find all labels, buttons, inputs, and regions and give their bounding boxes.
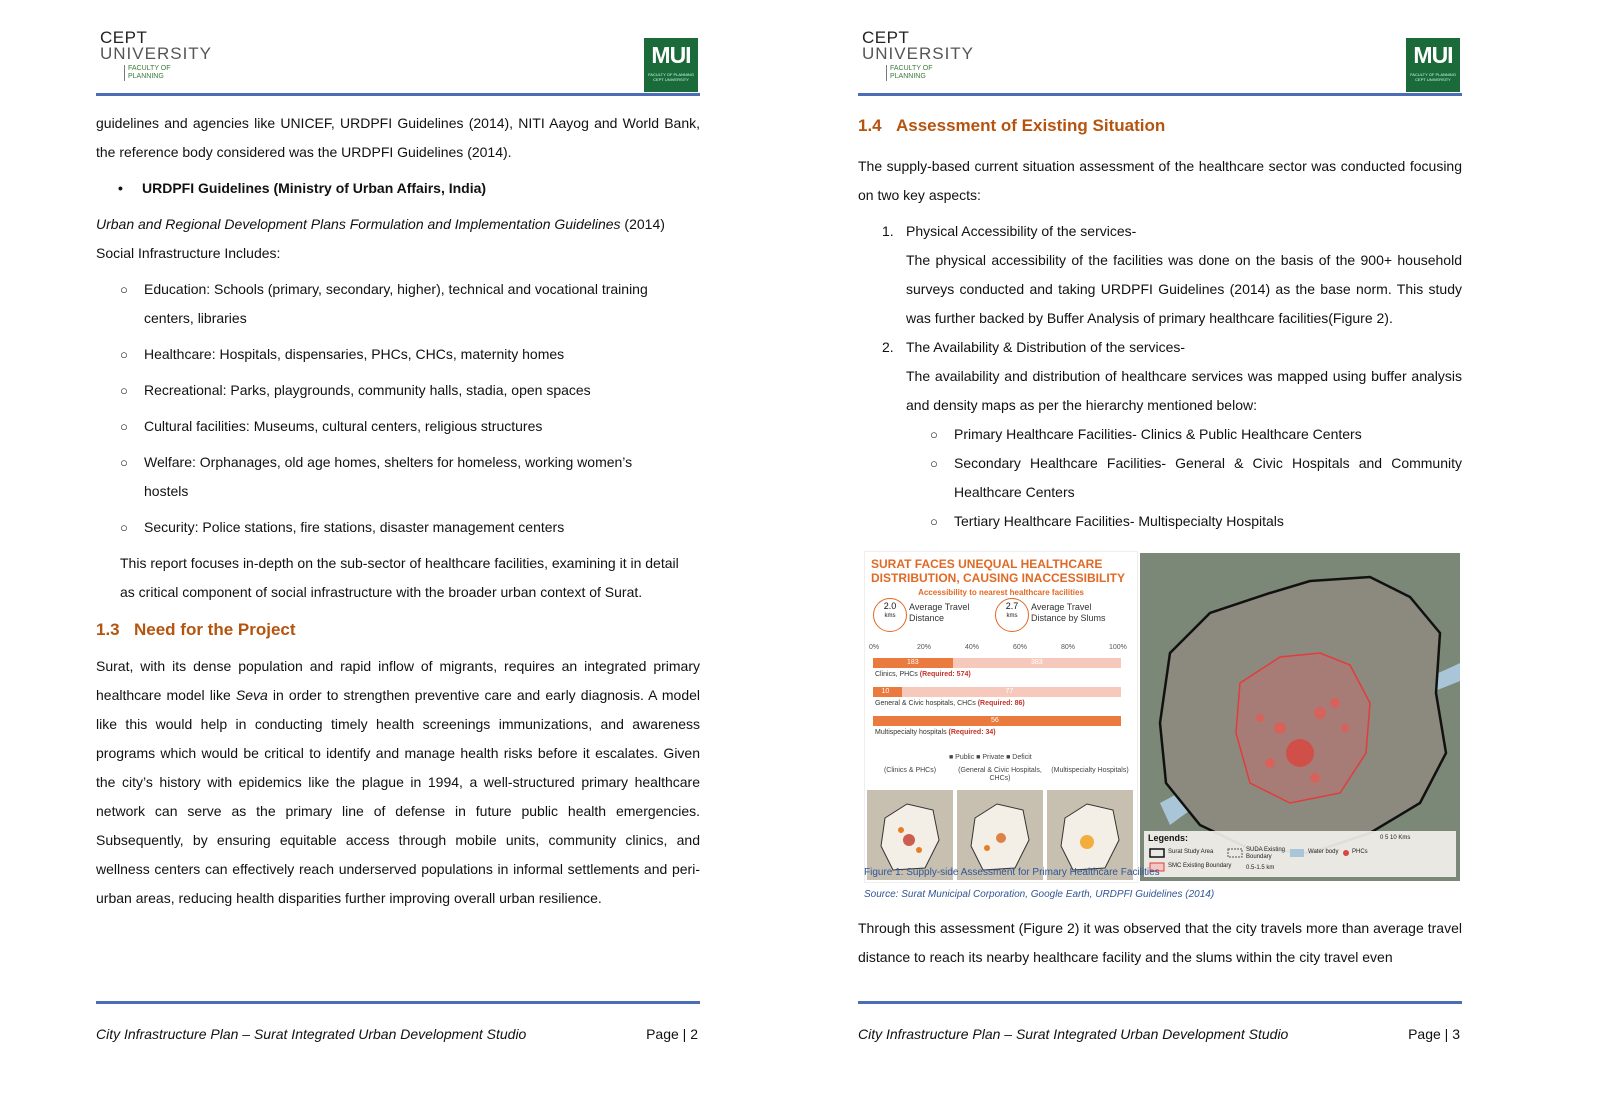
mui-logo-subtext: FACULTY OF PLANNING CEPT UNIVERSITY xyxy=(648,72,694,82)
numbered-item-1 xyxy=(858,217,1462,333)
stat-label-2: Average Travel Distance by Slums xyxy=(1031,602,1106,623)
need-seva: Seva xyxy=(235,687,268,703)
cept-university-logo xyxy=(862,28,975,82)
heading-text: Assessment of Existing Situation xyxy=(896,116,1166,135)
footer-rule xyxy=(858,1001,1462,1004)
page-number: Page | 2 xyxy=(646,1026,698,1042)
circle-bullet-icon: ○ xyxy=(120,455,128,470)
circle-bullet-icon: ○ xyxy=(120,282,128,297)
footer xyxy=(96,1026,700,1042)
urdpfi-year: (2014) xyxy=(620,216,665,232)
intro-paragraph: guidelines and agencies like UNICEF, URDPFI Guidelines (2014), NITI Aayog and World Bank, the reference body considered was the URDPFI Guidelines (2014). xyxy=(96,115,700,160)
logo-faculty-text: FACULTY OF PLANNING xyxy=(886,65,950,81)
numbered-item-2 xyxy=(858,333,1462,536)
footer xyxy=(858,1026,1462,1042)
header-rule xyxy=(858,93,1462,96)
stat-unit: kms xyxy=(884,613,896,619)
logo-university-text: UNIVERSITY xyxy=(862,44,975,63)
axis-tick: 20% xyxy=(917,644,932,651)
item-title: The Availability & Distribution of the services- xyxy=(906,339,1186,355)
stat-label-1: Average Travel Distance xyxy=(909,602,970,623)
mini-map-label-3: (Multispecialty Hospitals) xyxy=(1051,767,1129,774)
list-item xyxy=(906,420,1462,449)
page-3 xyxy=(858,0,1462,1119)
stat-circle-2 xyxy=(995,598,1029,632)
bar-public-value: 10 xyxy=(881,688,890,695)
circle-bullet-icon: ○ xyxy=(930,456,938,471)
section-heading-1-4 xyxy=(858,116,1165,136)
bar-public-value: 56 xyxy=(991,717,999,724)
list-item xyxy=(906,507,1462,536)
mui-logo-text: MUI xyxy=(1413,42,1453,68)
bar-public-value: 183 xyxy=(907,659,919,666)
axis-tick: 60% xyxy=(1013,644,1028,651)
map-legend-suda: SUDA Existing Boundary xyxy=(1246,847,1286,860)
bar-label-text: Clinics, PHCs xyxy=(875,671,920,678)
bar-row xyxy=(873,687,1121,697)
logo-faculty-text: FACULTY OF PLANNING xyxy=(124,65,188,81)
bar-required-text: (Required: 86) xyxy=(977,700,1025,707)
bar-private-value: 383 xyxy=(1031,659,1043,666)
list-item xyxy=(96,376,700,405)
bar-row xyxy=(873,716,1121,726)
list-item-text: Security: Police stations, fire stations, disaster management centers xyxy=(144,519,565,535)
page-number: Page | 3 xyxy=(1408,1026,1460,1042)
assessment-intro: The supply-based current situation assessment of the healthcare sector was conducted focusing on two key aspects: xyxy=(858,158,1462,203)
item-body: The availability and distribution of healthcare services was mapped using buffer analysis and density maps as per the hierarchy mentioned below: xyxy=(906,368,1462,413)
stat-value: 2.0 xyxy=(883,601,897,611)
mini-map-label-1: (Clinics & PHCs) xyxy=(883,767,937,774)
mui-logo-text: MUI xyxy=(651,42,691,68)
section-heading-1-3 xyxy=(96,615,700,644)
logo-cept-text: CEPT xyxy=(100,28,148,47)
page-2 xyxy=(96,0,700,1119)
list-item-text: Education: Schools (primary, secondary, higher), technical and vocational training centers, libraries xyxy=(144,281,648,326)
footer-rule xyxy=(96,1001,700,1004)
page-2-body xyxy=(96,109,700,913)
list-item-text: Cultural facilities: Museums, cultural centers, religious structures xyxy=(144,418,543,434)
map-scale: 0 5 10 Kms xyxy=(1380,835,1411,841)
urdpfi-title xyxy=(96,210,700,239)
bar-required-text: (Required: 34) xyxy=(948,729,996,736)
map-legend-study-area: Surat Study Area xyxy=(1168,849,1214,855)
logo-university-text: UNIVERSITY xyxy=(100,44,213,63)
heading-number: 1.4 xyxy=(858,116,882,135)
list-item xyxy=(906,449,1462,507)
hierarchy-list xyxy=(906,420,1462,536)
figure-caption: Figure 1: Supply-side Assessment for Primary Healthcare Facilities xyxy=(864,867,1160,878)
item-number: 2. xyxy=(882,339,894,355)
infographic-title: SURAT FACES UNEQUAL HEALTHCARE DISTRIBUTION, CAUSING INACCESSIBILITY xyxy=(871,557,1126,585)
surat-map-graphic xyxy=(1140,553,1460,881)
outro xyxy=(858,914,1462,972)
header-rule xyxy=(96,93,700,96)
surat-buffer-map xyxy=(1140,553,1460,881)
axis-tick: 0% xyxy=(869,644,880,651)
circle-bullet-icon: ○ xyxy=(120,520,128,535)
list-item-text: Welfare: Orphanages, old age homes, shelters for homeless, working women’s hostels xyxy=(144,454,633,499)
map-legend-phcs: PHCs xyxy=(1352,849,1368,855)
circle-bullet-icon: ○ xyxy=(930,427,938,442)
cept-university-logo xyxy=(100,28,213,82)
footer-title: City Infrastructure Plan – Surat Integrated Urban Development Studio xyxy=(858,1026,1289,1042)
item-title: Physical Accessibility of the services- xyxy=(906,223,1137,239)
mini-map-label-2: (General & Civic Hospitals, CHCs) xyxy=(958,767,1042,782)
circle-bullet-icon: ○ xyxy=(930,514,938,529)
list-item-text: Healthcare: Hospitals, dispensaries, PHCs, CHCs, maternity homes xyxy=(144,346,565,362)
infographic-subtitle: Accessibility to nearest healthcare facilities xyxy=(918,588,1084,597)
list-item xyxy=(96,448,700,506)
axis-tick: 40% xyxy=(965,644,980,651)
heading-number: 1.3 xyxy=(96,620,120,639)
map-legend-title: Legends: xyxy=(1148,833,1189,843)
bar-private-value: 77 xyxy=(1005,688,1014,695)
stat-circle-1 xyxy=(873,598,907,632)
social-infra-list xyxy=(96,275,700,542)
heading-text: Need for the Project xyxy=(134,620,296,639)
social-infra-label: Social Infrastructure Includes: xyxy=(96,245,281,261)
bar-required-text: (Required: 574) xyxy=(919,671,971,678)
map-legend-smc: SMC Existing Boundary xyxy=(1168,863,1232,869)
bar-row xyxy=(873,658,1121,668)
bullet-item xyxy=(96,174,700,210)
axis-tick: 100% xyxy=(1109,644,1127,651)
page-3-body xyxy=(858,152,1462,536)
list-item-text: Primary Healthcare Facilities- Clinics & Public Healthcare Centers xyxy=(954,426,1362,442)
figure-healthcare-assessment xyxy=(864,551,1460,881)
bullet-urdpfi: URDPFI Guidelines (Ministry of Urban Affairs, India) xyxy=(142,180,487,196)
mui-logo xyxy=(1406,38,1460,92)
bar-label xyxy=(875,671,971,678)
axis-tick: 80% xyxy=(1061,644,1076,651)
mui-logo xyxy=(644,38,698,92)
need-text-a: Surat, with its dense population and rapid inflow of migrants, requires an integrated primary healthcare model like xyxy=(96,658,700,703)
bar-label-text: General & Civic hospitals, CHCs xyxy=(875,700,978,707)
list-item-text: Recreational: Parks, playgrounds, community halls, stadia, open spaces xyxy=(144,382,591,398)
figure-source: Source: Surat Municipal Corporation, Google Earth, URDPFI Guidelines (2014) xyxy=(864,889,1215,900)
need-paragraph xyxy=(96,652,700,913)
urdpfi-title-italic: Urban and Regional Development Plans Formulation and Implementation Guidelines xyxy=(96,216,621,232)
list-item xyxy=(96,412,700,441)
bar-label-text: Multispecialty hospitals xyxy=(875,729,949,736)
focus-paragraph: This report focuses in-depth on the sub-sector of healthcare facilities, examining it in detail as critical component of social infrastructure with the broader urban context of Surat. xyxy=(120,555,679,600)
list-item xyxy=(96,275,700,333)
bullet-dot: • xyxy=(118,180,123,196)
footer-title: City Infrastructure Plan – Surat Integrated Urban Development Studio xyxy=(96,1026,527,1042)
map-legend-water: Water body xyxy=(1308,849,1339,855)
stat-unit: kms xyxy=(1006,613,1018,619)
bar-legend: ■ Public ■ Private ■ Deficit xyxy=(949,754,1032,761)
bar-label xyxy=(875,700,1025,707)
circle-bullet-icon: ○ xyxy=(120,419,128,434)
item-body: The physical accessibility of the facilities was done on the basis of the 900+ household surveys conducted and taking URDPFI Guidelines (2014) as the base norm. This study was further backed by Buffer Analysis of primary healthcare facilities(Figure 2). xyxy=(906,252,1462,326)
mui-logo-subtext: FACULTY OF PLANNING CEPT UNIVERSITY xyxy=(1410,72,1456,82)
list-item-text: Secondary Healthcare Facilities- General & Civic Hospitals and Community Healthcare Centers xyxy=(954,455,1462,500)
circle-bullet-icon: ○ xyxy=(120,347,128,362)
bar-label xyxy=(875,729,996,736)
list-item xyxy=(96,513,700,542)
stat-value: 2.7 xyxy=(1005,601,1019,611)
need-text-b: in order to strengthen preventive care and early diagnosis. A model like this would help in conducting timely health screenings immunizations, and awareness programs which would be critical to identify and manage health risks before it escalates. Given the city’s history with epidemics like the plague in 1994, a well-structured primary healthcare network can serve as the primary line of defense in future public health emergencies. Subsequently, by ensuring equitable access through mobile units, community clinics, and wellness centers can effectively reach underserved populations in informal settlements and peri-urban areas, reducing health disparities further improving overall urban resilience. xyxy=(96,687,700,906)
map-legend-buffer: 0.5-1.5 km xyxy=(1246,865,1275,871)
outro-paragraph: Through this assessment (Figure 2) it was observed that the city travels more than average travel distance to reach its nearby healthcare facility and the slums within the city travel even xyxy=(858,920,1462,965)
list-item-text: Tertiary Healthcare Facilities- Multispecialty Hospitals xyxy=(954,513,1284,529)
item-number: 1. xyxy=(882,223,894,239)
logo-cept-text: CEPT xyxy=(862,28,910,47)
infographic-panel xyxy=(864,551,1138,883)
circle-bullet-icon: ○ xyxy=(120,383,128,398)
list-item xyxy=(96,340,700,369)
